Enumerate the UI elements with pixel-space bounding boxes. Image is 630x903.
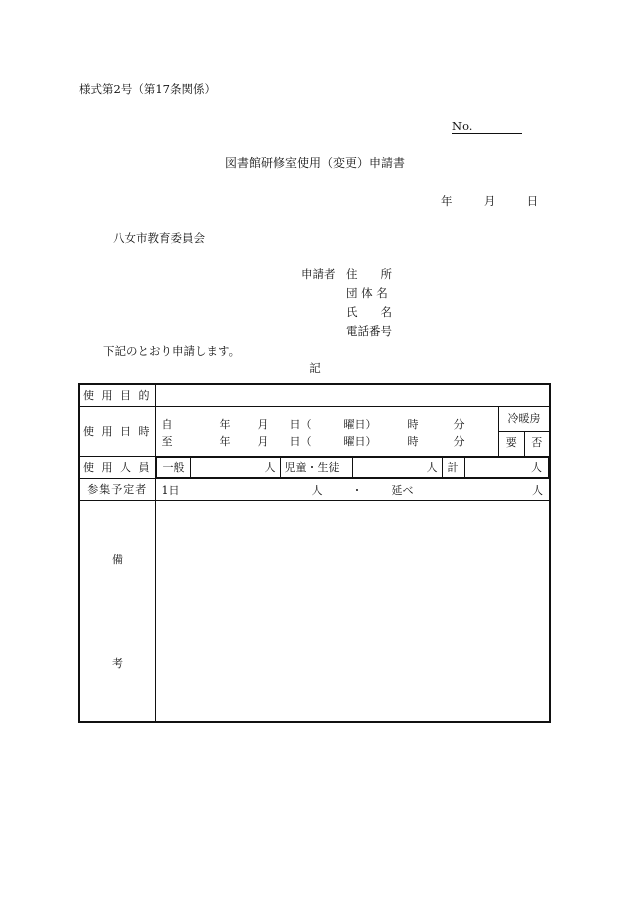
document-number-field[interactable] bbox=[452, 119, 522, 134]
applicant-phone-field[interactable]: 電話番号 bbox=[346, 324, 392, 338]
children-label: 児童・生徒 bbox=[280, 457, 352, 477]
date-year: 年 bbox=[441, 194, 453, 208]
application-date bbox=[441, 193, 538, 209]
date-from-row: 自 年 月 日（ 曜日） 時 分 bbox=[161, 417, 465, 431]
remarks-label: 備 考 bbox=[79, 500, 155, 722]
users-row bbox=[156, 457, 550, 478]
datetime-label: 使 用 日 時 bbox=[79, 406, 155, 456]
form-title: 図書館研修室使用（変更）申請書 bbox=[224, 156, 405, 170]
cooling-yes-option[interactable]: 要 bbox=[499, 432, 525, 457]
date-day: 日 bbox=[526, 194, 539, 208]
recipient: 八女市教育委員会 bbox=[113, 231, 205, 245]
cooling-section bbox=[498, 407, 549, 456]
cooling-label: 冷暖房 bbox=[499, 407, 549, 433]
children-count-field[interactable]: 人 bbox=[352, 457, 442, 477]
general-label: 一般 bbox=[156, 457, 190, 477]
applicant-name-field[interactable]: 氏 名 bbox=[346, 305, 392, 319]
total-count-field[interactable]: 人 bbox=[464, 457, 549, 477]
intro-text: 下記のとおり申請します。 bbox=[103, 344, 241, 358]
application-table bbox=[78, 383, 551, 723]
datetime-field[interactable] bbox=[155, 406, 550, 456]
applicant-label: 申請者 bbox=[301, 267, 336, 281]
general-count-field[interactable]: 人 bbox=[190, 457, 280, 477]
ki-marker: 記 bbox=[309, 361, 321, 375]
total-label: 計 bbox=[442, 457, 464, 477]
applicant-organization-field[interactable]: 団 体 名 bbox=[346, 286, 388, 300]
cooling-no-option[interactable]: 否 bbox=[531, 436, 543, 449]
users-label: 使 用 人 員 bbox=[79, 456, 155, 478]
participants-label: 参集予定者 bbox=[79, 478, 155, 500]
participants-field[interactable]: 1日 人 ・ 延べ 人 bbox=[155, 478, 550, 500]
remarks-field[interactable] bbox=[155, 500, 550, 722]
document-number-label: No. bbox=[452, 119, 473, 133]
purpose-label: 使 用 目 的 bbox=[79, 384, 155, 406]
applicant-address-field[interactable]: 住 所 bbox=[346, 267, 392, 281]
date-to-row: 至 年 月 日（ 曜日） 時 分 bbox=[161, 434, 465, 448]
purpose-field[interactable] bbox=[155, 384, 550, 406]
date-month: 月 bbox=[483, 194, 496, 208]
form-number: 様式第2号（第17条関係） bbox=[79, 82, 216, 96]
